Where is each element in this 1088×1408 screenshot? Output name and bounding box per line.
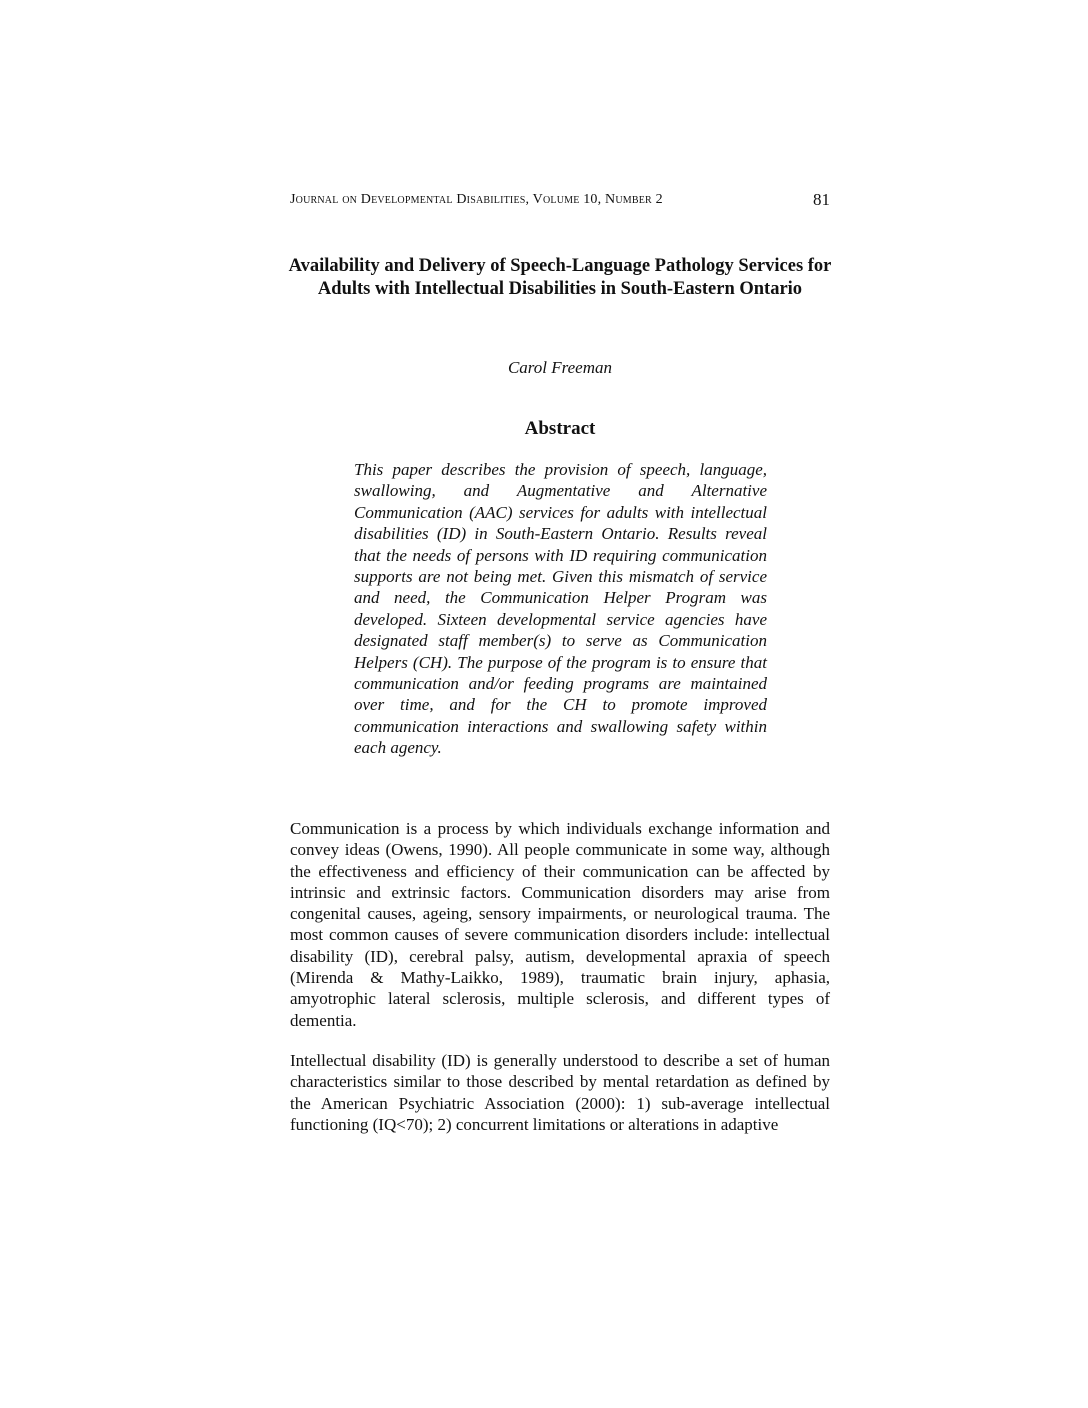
body-paragraph: Intellectual disability (ID) is generally understood to describe a set of human characteristics similar to those described by mental retardation as defined by the American Psychiatric Association (2000): 1) sub-average intellectual functioning (IQ<70); 2) concurrent limitations or alterations in adaptive [290, 1051, 830, 1134]
author-name: Carol Freeman [507, 358, 613, 377]
running-header [290, 190, 830, 212]
journal-title: Journal on Developmental Disabilities, Volume 10, Number 2 [290, 192, 663, 207]
abstract-text: This paper describes the provision of speech, language, swallowing, and Augmentative and Alternative Communication (AAC) services for adults with intellectual disabilities (ID) in South-Eastern Ontario. Results reveal that the needs of persons with ID requiring communication supports are not being met. Given this mismatch of service and need, the Communication Helper Program was developed. Sixteen developmental service agencies have designated staff member(s) to serve as Communication Helpers (CH). The purpose of the program is to ensure that communication and/or feeding programs are maintained over time, and for the CH to promote improved communication interactions and swallowing safety within each agency. [354, 460, 767, 758]
page-number: 81 [813, 190, 830, 209]
article-title: Availability and Delivery of Speech-Language Pathology Services for Adults with Intellectual Disabilities in South-Eastern Ontario [288, 256, 832, 299]
abstract-heading: Abstract [524, 418, 596, 439]
body-paragraph: Communication is a process by which individuals exchange information and convey ideas (Owens, 1990). All people communicate in some way, although the effectiveness and efficiency of their communication can be affected by intrinsic and extrinsic factors. Communication disorders may arise from congenital causes, ageing, sensory impairments, or neurological trauma. The most common causes of severe communication disorders include: intellectual disability (ID), cerebral palsy, autism, developmental apraxia of speech (Mirenda & Mathy-Laikko, 1989), traumatic brain injury, aphasia, amyotrophic lateral sclerosis, multiple sclerosis, and different types of dementia. [290, 819, 830, 1030]
